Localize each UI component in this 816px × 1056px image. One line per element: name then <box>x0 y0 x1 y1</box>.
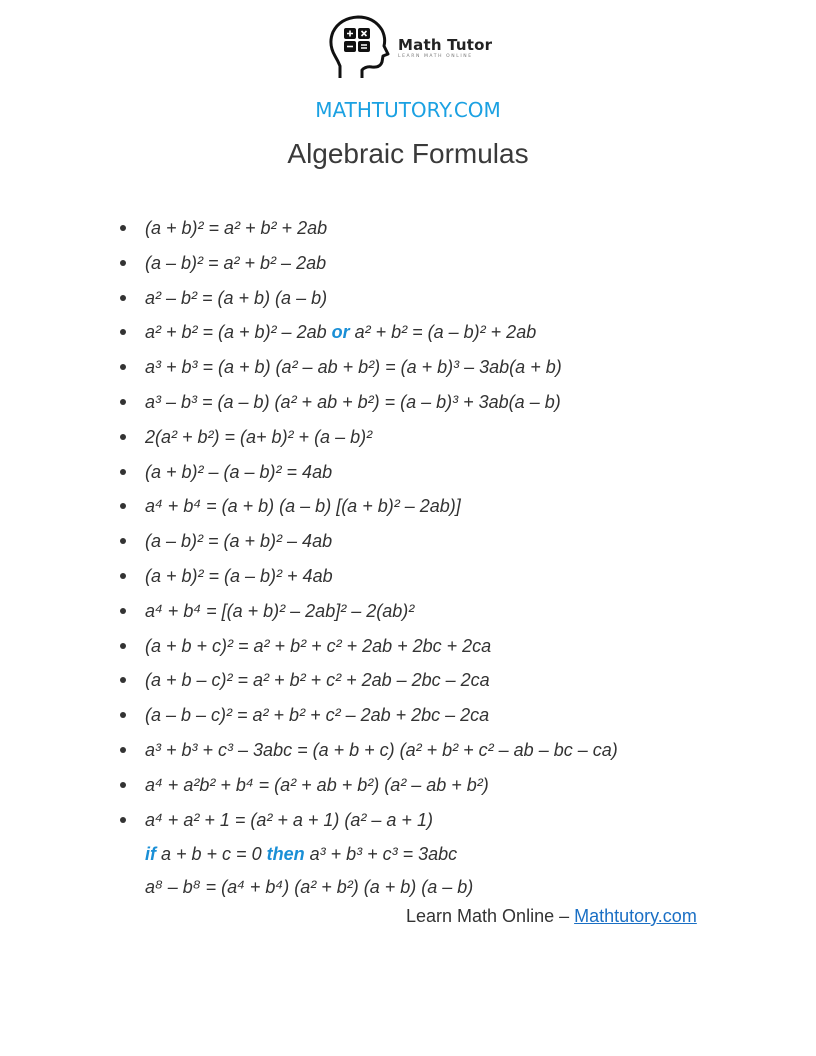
list-item <box>118 494 618 529</box>
list-item <box>118 425 618 460</box>
list-item <box>118 773 618 808</box>
list-item <box>118 634 618 669</box>
list-item <box>118 875 618 908</box>
list-item <box>118 738 618 773</box>
site-name: MATHTUTORY.COM <box>315 98 501 122</box>
bullet-icon <box>120 643 126 649</box>
bullet-icon <box>120 469 126 475</box>
formula-text: a² + b² = (a + b)² – 2ab or a² + b² = (a – b)² + 2ab <box>145 322 537 343</box>
bullet-icon <box>120 817 126 823</box>
logo-tagline: LEARN MATH ONLINE <box>398 54 473 59</box>
formula-text: if a + b + c = 0 then a³ + b³ + c³ = 3abc <box>145 844 458 865</box>
bullet-icon <box>120 573 126 579</box>
keyword-if: if <box>145 844 156 865</box>
formula-text: (a + b – c)² = a² + b² + c² + 2ab – 2bc – 2ca <box>145 670 490 691</box>
formula-text: 2(a² + b²) = (a+ b)² + (a – b)² <box>145 426 373 447</box>
bullet-icon <box>120 782 126 788</box>
formula-text: a² – b² = (a + b) (a – b) <box>145 287 328 308</box>
formula-text: (a – b)² = (a + b)² – 4ab <box>145 531 333 552</box>
head-calculator-icon <box>328 14 392 82</box>
bullet-icon <box>120 538 126 544</box>
list-item <box>118 460 618 495</box>
bullet-icon <box>120 503 126 509</box>
bullet-icon <box>120 434 126 440</box>
formula-text: (a + b)² – (a – b)² = 4ab <box>145 461 333 482</box>
list-item <box>118 564 618 599</box>
list-item <box>118 390 618 425</box>
list-item <box>118 251 618 286</box>
bullet-icon <box>120 747 126 753</box>
bullet-icon <box>120 608 126 614</box>
bullet-icon <box>120 260 126 266</box>
formula-text: (a + b + c)² = a² + b² + c² + 2ab + 2bc + 2ca <box>145 635 492 656</box>
list-item <box>118 216 618 251</box>
logo <box>328 14 498 82</box>
page-title: Algebraic Formulas <box>287 138 529 169</box>
formula-text: a⁴ + a² + 1 = (a² + a + 1) (a² – a + 1) <box>145 809 433 830</box>
list-item <box>118 355 618 390</box>
list-item <box>118 668 618 703</box>
logo-name: Math Tutor <box>398 36 493 54</box>
bullet-icon <box>120 399 126 405</box>
list-item <box>118 808 618 843</box>
list-item <box>118 529 618 564</box>
formula-text: a³ + b³ + c³ – 3abc = (a + b + c) (a² + b² + c² – ab – bc – ca) <box>145 739 618 760</box>
formula-text: a⁴ + a²b² + b⁴ = (a² + ab + b²) (a² – ab + b²) <box>145 774 489 795</box>
bullet-icon <box>120 295 126 301</box>
keyword-or: or <box>331 322 350 343</box>
list-item <box>118 703 618 738</box>
formula-text: (a + b)² = a² + b² + 2ab <box>145 218 328 238</box>
formula-list <box>118 216 618 908</box>
formula-text: a³ – b³ = (a – b) (a² + ab + b²) = (a – b)³ + 3ab(a – b) <box>145 391 561 412</box>
list-item <box>118 842 618 875</box>
formula-text: a³ + b³ = (a + b) (a² – ab + b²) = (a + b)³ – 3ab(a + b) <box>145 357 562 378</box>
formula-text: (a – b)² = a² + b² – 2ab <box>145 252 327 273</box>
keyword-then: then <box>266 844 305 865</box>
bullet-icon <box>120 329 126 335</box>
list-item <box>118 286 618 321</box>
formula-text: a⁴ + b⁴ = [(a + b)² – 2ab]² – 2(ab)² <box>145 600 415 621</box>
formula-text: (a – b – c)² = a² + b² + c² – 2ab + 2bc – 2ca <box>145 705 490 726</box>
list-item <box>118 599 618 634</box>
footer-text: Learn Math Online – <box>406 906 575 926</box>
bullet-icon <box>120 225 126 231</box>
footer <box>406 906 697 927</box>
list-item <box>118 320 618 355</box>
formula-text: a⁸ – b⁸ = (a⁴ + b⁴) (a² + b²) (a + b) (a – b) <box>145 877 474 898</box>
bullet-icon <box>120 364 126 370</box>
formula-text: (a + b)² = (a – b)² + 4ab <box>145 565 333 586</box>
bullet-icon <box>120 677 126 683</box>
footer-link[interactable]: Mathtutory.com <box>574 906 697 926</box>
formula-text: a⁴ + b⁴ = (a + b) (a – b) [(a + b)² – 2ab)] <box>145 496 461 517</box>
bullet-icon <box>120 712 126 718</box>
